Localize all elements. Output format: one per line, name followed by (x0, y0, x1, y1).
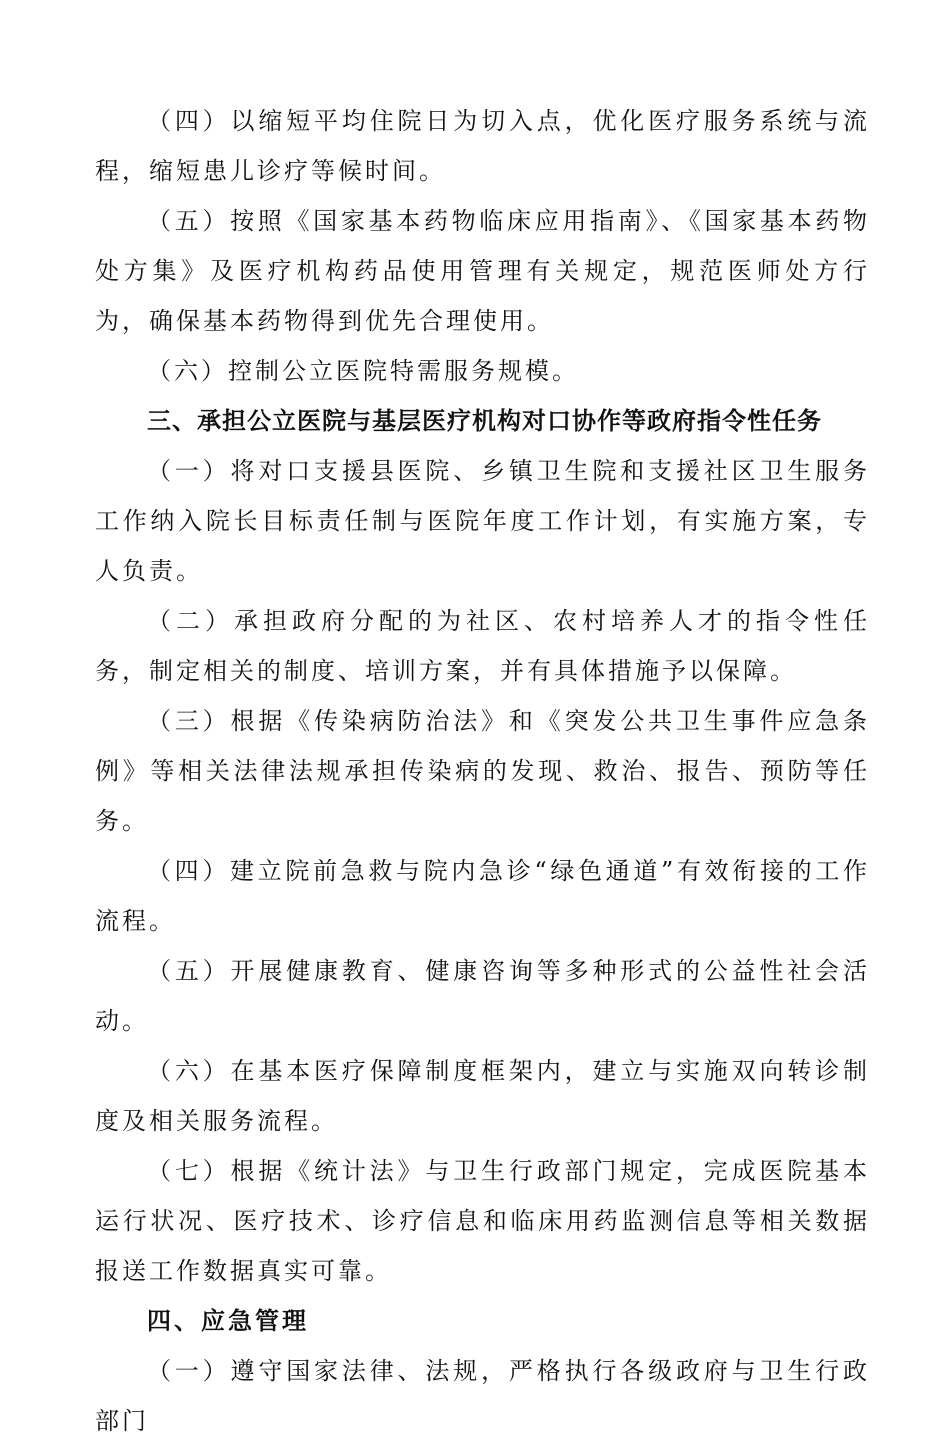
paragraph-4-shorten-stay: （四）以缩短平均住院日为切入点，优化医疗服务系统与流程，缩短患儿诊疗等候时间。 (95, 107, 870, 185)
paragraph-5-essential-drugs: （五）按照《国家基本药物临床应用指南》、《国家基本药物处方集》及医疗机构药品使用管理有关规定，规范医师处方行为，确保基本药物得到优先合理使用。 (95, 207, 870, 335)
paragraph-5-health-education: （五）开展健康教育、健康咨询等多种形式的公益性社会活动。 (95, 957, 870, 1035)
paragraph-1-laws: （一）遵守国家法律、法规，严格执行各级政府与卫生行政部门 (95, 1357, 870, 1435)
paragraph-4-green-channel: （四）建立院前急救与院内急诊“绿色通道”有效衔接的工作流程。 (95, 857, 870, 935)
paragraph-2-talent-training: （二）承担政府分配的为社区、农村培养人才的指令性任务，制定相关的制度、培训方案，并有具体措施予以保障。 (95, 607, 870, 685)
paragraph-7-statistics: （七）根据《统计法》与卫生行政部门规定，完成医院基本运行状况、医疗技术、诊疗信息和临床用药监测信息等相关数据报送工作数据真实可靠。 (95, 1157, 870, 1285)
paragraph-3-infectious-disease: （三）根据《传染病防治法》和《突发公共卫生事件应急条例》等相关法律法规承担传染病的发现、救治、报告、预防等任务。 (95, 707, 870, 835)
paragraph-6-referral: （六）在基本医疗保障制度框架内，建立与实施双向转诊制度及相关服务流程。 (95, 1057, 870, 1135)
paragraph-6-special-services: （六）控制公立医院特需服务规模。 (147, 357, 579, 385)
paragraph-1-counterpart-support: （一）将对口支援县医院、乡镇卫生院和支援社区卫生服务工作纳入院长目标责任制与医院年度工作计划，有实施方案，专人负责。 (95, 457, 870, 585)
section-heading-4: 四、应急管理 (147, 1307, 309, 1335)
section-heading-3: 三、承担公立医院与基层医疗机构对口协作等政府指令性任务 (147, 407, 822, 435)
document-body (95, 96, 870, 1446)
